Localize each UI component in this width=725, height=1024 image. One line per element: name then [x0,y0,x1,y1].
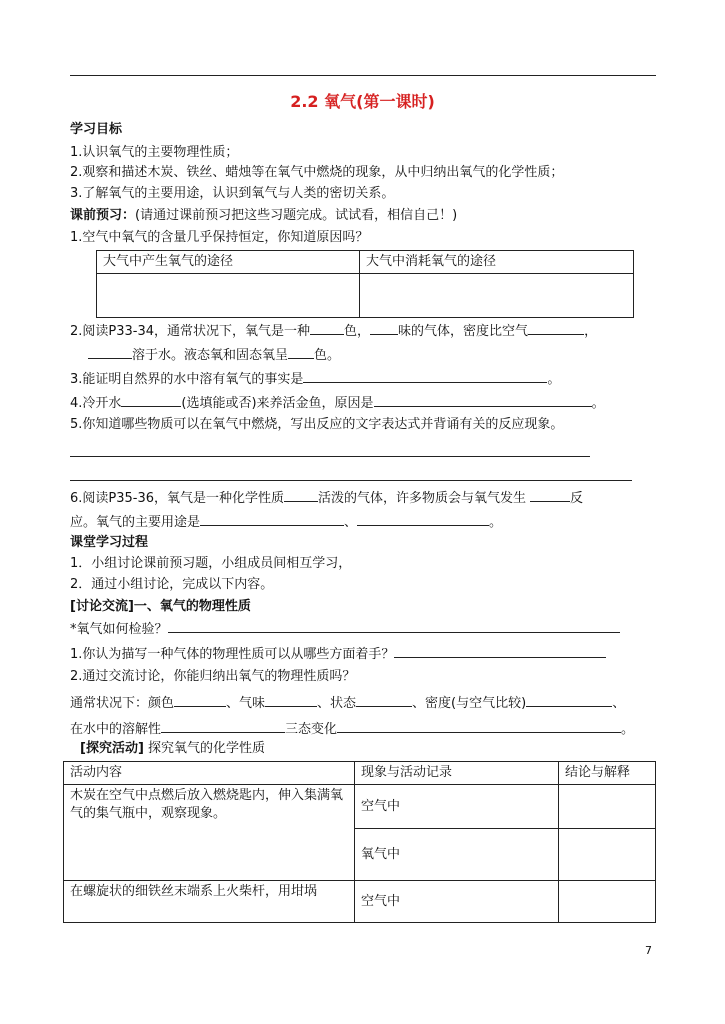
produce-answer-cell[interactable] [97,274,360,318]
blank-density[interactable] [528,322,584,335]
q4-text-c: 。 [591,396,605,411]
blank-evidence[interactable] [303,370,547,383]
props1-text-a: 通常状况下：颜色 [70,696,175,711]
discussion-1 [70,645,606,663]
blank-prop-phase[interactable] [337,720,621,733]
blank-activity[interactable] [284,489,318,502]
col-consume: 大气中消耗氧气的途径 [360,251,634,274]
q2-text-b: 色， [344,324,371,339]
activity-heading [80,741,265,757]
props2-text-c: 。 [621,722,635,737]
col-produce: 大气中产生氧气的途径 [97,251,360,274]
q6-text-b: 活泼的气体，许多物质会与氧气发生 [318,491,527,506]
charcoal-air-record[interactable]: 空气中 [355,785,559,829]
charcoal-air-conclusion[interactable] [559,785,656,829]
q2-text-c: 味的气体，密度比空气 [398,324,529,339]
activity-table [63,761,656,923]
q3-text-b: 。 [547,372,561,387]
question-2-line-1 [70,322,597,340]
props2-text-b: 三态变化 [285,722,338,737]
props1-text-c: 、状态 [317,696,357,711]
blank-smell[interactable] [370,322,398,335]
q2-text-e: 溶于水。液态氧和固态氧呈 [132,348,289,363]
charcoal-activity: 木炭在空气中点燃后放入燃烧匙内，伸入集满氧气的集气瓶中，观察现象。 [64,785,355,881]
page-number: 7 [645,944,652,957]
iron-air-record[interactable]: 空气中 [355,881,559,923]
goal-1: 1.认识氧气的主要物理性质； [70,145,239,160]
question-1: 1.空气中氧气的含量几乎保持恒定，你知道原因吗？ [70,230,369,245]
props1-text-d: 、密度(与空气比较) [412,696,527,711]
preview-line [70,208,457,224]
blank-prop-color[interactable] [174,694,226,707]
q6-text-f: 。 [489,515,503,530]
header-conclusion: 结论与解释 [559,762,656,785]
check-text: *氧气如何检验？ [70,622,168,637]
blank-can-or-not[interactable] [121,394,181,407]
preview-heading: 课前预习： [70,208,136,223]
blank-check[interactable] [168,620,620,633]
charcoal-oxygen-record[interactable]: 氧气中 [355,829,559,881]
check-question [70,620,620,638]
goal-2: 2.观察和描述木炭、铁丝、蜡烛等在氧气中燃烧的现象，从中归纳出氧气的化学性质； [70,165,564,180]
class-step-2: 2．通过小组讨论，完成以下内容。 [70,577,274,592]
consume-answer-cell[interactable] [360,274,634,318]
q2-text-a: 2.阅读P33-34，通常状况下，氧气是一种 [70,324,311,339]
props1-text-e: 、 [612,696,626,711]
iron-air-conclusion[interactable] [559,881,656,923]
q6-text-d: 应。氧气的主要用途是 [70,515,201,530]
preview-note: (请通过课前预习把这些习题完成。试试看，相信自己！) [135,208,458,223]
blank-liquid-color[interactable] [288,346,314,359]
q2-text-f: 色。 [314,348,341,363]
q4-text-b: (选填能或否)来养活金鱼，原因是 [181,396,374,411]
discussion-2: 2.通过交流讨论，你能归纳出氧气的物理性质吗？ [70,669,356,684]
header-content: 活动内容 [64,762,355,785]
q6-text-c: 反 [570,491,584,506]
properties-line-2 [70,720,634,738]
blank-use-1[interactable] [200,513,344,526]
blank-solubility[interactable] [88,346,132,359]
blank-prop-solubility[interactable] [161,720,285,733]
blank-prop-density[interactable] [526,694,612,707]
q4-text-a: 4.冷开水 [70,396,122,411]
properties-line-1 [70,694,625,712]
goal-3: 3.了解氧气的主要用途，认识到氧气与人类的密切关系。 [70,186,395,201]
iron-activity: 在螺旋状的细铁丝末端系上火柴杆，用坩埚 [64,881,355,923]
question-2-line-2 [88,346,340,364]
class-step-1: 1．小组讨论课前预习题，小组成员间相互学习， [70,556,352,571]
answer-line-1[interactable] [70,456,590,457]
blank-color[interactable] [310,322,344,335]
oxygen-cycle-table [96,250,634,318]
d1-text: 1.你认为描写一种气体的物理性质可以从哪些方面着手？ [70,647,395,662]
charcoal-oxygen-conclusion[interactable] [559,829,656,881]
discussion-heading: [讨论交流]一、氧气的物理性质 [70,599,251,614]
question-5: 5.你知道哪些物质可以在氧气中燃烧，写出反应的文字表达式并背诵有关的反应现象。 [70,417,564,432]
blank-prop-state[interactable] [356,694,412,707]
blank-aspects[interactable] [394,645,606,658]
header-rule [70,75,656,76]
activity-tag: [探究活动] [80,741,144,756]
blank-reaction[interactable] [530,489,570,502]
props1-text-b: 、气味 [226,696,266,711]
q3-text-a: 3.能证明自然界的水中溶有氧气的事实是 [70,372,304,387]
blank-prop-smell[interactable] [265,694,317,707]
goals-heading: 学习目标 [70,122,123,137]
question-6-line-1 [70,489,583,507]
q6-text-e: 、 [344,515,358,530]
blank-reason[interactable] [374,394,592,407]
q2-text-d: ， [584,324,598,339]
q6-text-a: 6.阅读P35-36，氧气是一种化学性质 [70,491,285,506]
props2-text-a: 在水中的溶解性 [70,722,162,737]
blank-use-2[interactable] [357,513,489,526]
question-4 [70,394,605,412]
header-record: 现象与活动记录 [355,762,559,785]
page-title: 2.2 氧气(第一课时) [290,92,435,111]
class-heading: 课堂学习过程 [70,535,149,550]
activity-title: 探究氧气的化学性质 [148,741,266,756]
question-3 [70,370,560,388]
answer-line-2[interactable] [70,480,632,481]
question-6-line-2 [70,513,502,531]
